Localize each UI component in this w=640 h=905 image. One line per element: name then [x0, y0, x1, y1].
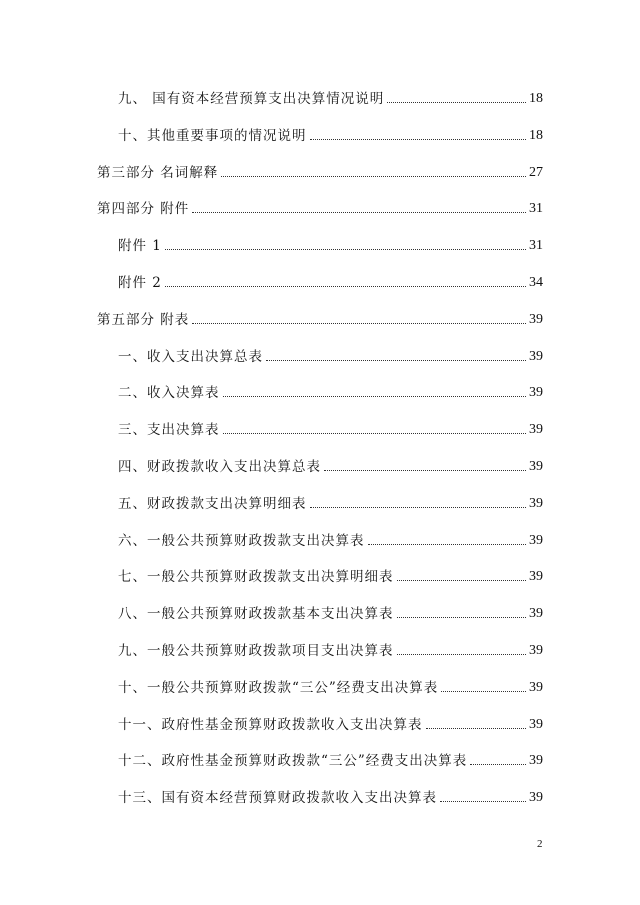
toc-dot-leader: [324, 470, 526, 471]
toc-entry-page: 39: [529, 790, 543, 806]
toc-entry[interactable]: [118, 675, 543, 697]
toc-entry[interactable]: [118, 123, 543, 145]
toc-entry-title: 三、支出决算表: [118, 422, 220, 439]
toc-entry[interactable]: [97, 196, 543, 218]
toc-entry-title: 四、财政拨款收入支出决算总表: [118, 459, 321, 475]
toc-entry-title: 十二、政府性基金预算财政拨款“三公”经费支出决算表: [118, 753, 468, 770]
toc-dot-leader: [165, 249, 526, 250]
toc-entry-title: 一、收入支出决算总表: [118, 348, 263, 365]
toc-dot-leader: [223, 396, 527, 397]
toc-entry-page: 39: [529, 606, 543, 622]
toc-dot-leader: [397, 617, 527, 618]
toc-entry-page: 31: [529, 238, 543, 254]
toc-entry[interactable]: [97, 160, 543, 182]
toc-entry[interactable]: [118, 233, 543, 255]
toc-entry[interactable]: [97, 307, 543, 329]
toc-entry[interactable]: [118, 86, 543, 108]
toc-entry[interactable]: [118, 454, 543, 476]
toc-entry-title: 十、其他重要事项的情况说明: [118, 127, 307, 144]
toc-entry-title: 十三、国有资本经营预算财政拨款收入支出决算表: [118, 790, 437, 807]
toc-entry-page: 39: [529, 385, 543, 401]
toc-entry-page: 39: [529, 679, 543, 695]
toc-entry-page: 39: [529, 643, 543, 658]
toc-entry-title: 十、一般公共预算财政拨款“三公”经费支出决算表: [118, 679, 439, 696]
toc-entry[interactable]: [118, 785, 543, 807]
toc-entry-page: 18: [529, 127, 543, 143]
toc-entry-title: 七、一般公共预算财政拨款支出决算明细表: [118, 569, 394, 586]
toc-entry[interactable]: [118, 491, 543, 513]
toc-entry-page: 18: [529, 91, 543, 106]
toc-dot-leader: [470, 764, 526, 765]
toc-dot-leader: [165, 286, 526, 287]
toc-dot-leader: [310, 507, 527, 508]
toc-dot-leader: [387, 102, 526, 103]
toc-dot-leader: [441, 691, 526, 692]
toc-entry-page: 39: [529, 459, 543, 474]
toc-dot-leader: [397, 580, 527, 581]
toc-dot-leader: [397, 654, 527, 655]
toc-entry[interactable]: [118, 638, 543, 660]
toc-dot-leader: [440, 801, 526, 802]
toc-entry[interactable]: [118, 417, 543, 439]
toc-entry[interactable]: [118, 564, 543, 586]
toc-entry[interactable]: [118, 380, 543, 402]
toc-entry-page: 39: [529, 532, 543, 548]
toc-dot-leader: [426, 728, 527, 729]
toc-entry[interactable]: [118, 712, 543, 734]
toc-dot-leader: [310, 139, 527, 140]
toc-entry[interactable]: [118, 528, 543, 550]
toc-entry-page: 39: [529, 569, 543, 585]
toc-entry-page: 39: [529, 311, 543, 327]
toc-entry-title: 第四部分 附件: [97, 201, 190, 218]
toc-dot-leader: [192, 212, 526, 213]
toc-entry[interactable]: [118, 270, 543, 292]
toc-entry-title: 第五部分 附表: [97, 311, 190, 328]
toc-entry-title: 八、一般公共预算财政拨款基本支出决算表: [118, 606, 394, 623]
toc-entry-page: 39: [529, 716, 543, 732]
toc-entry-title: 九、一般公共预算财政拨款项目支出决算表: [118, 643, 394, 659]
toc-entry-page: 27: [529, 164, 543, 180]
toc-entry-page: 39: [529, 495, 543, 511]
page-number: 2: [537, 838, 543, 850]
toc-dot-leader: [192, 323, 526, 324]
toc-entry-title: 五、财政拨款支出决算明细表: [118, 495, 307, 512]
toc-dot-leader: [266, 360, 526, 361]
toc-entry-page: 31: [529, 201, 543, 217]
toc-entry[interactable]: [118, 601, 543, 623]
toc-entry[interactable]: [118, 344, 543, 366]
toc-entry-title: 附件 2: [118, 275, 162, 291]
toc-entry-title: 九、 国有资本经营预算支出决算情况说明: [118, 91, 385, 107]
toc-entry[interactable]: [118, 748, 543, 770]
toc-dot-leader: [368, 544, 527, 545]
toc-entry-title: 附件 1: [118, 238, 162, 255]
toc-entry-page: 34: [529, 275, 543, 290]
toc-entry-page: 39: [529, 348, 543, 364]
toc-entry-title: 二、收入决算表: [118, 385, 220, 402]
toc-entry-page: 39: [529, 422, 543, 438]
toc-entry-page: 39: [529, 753, 543, 769]
toc-dot-leader: [223, 433, 527, 434]
toc-dot-leader: [221, 176, 526, 177]
toc-entry-title: 第三部分 名词解释: [97, 164, 219, 181]
toc-entry-title: 十一、政府性基金预算财政拨款收入支出决算表: [118, 716, 423, 733]
toc-entry-title: 六、一般公共预算财政拨款支出决算表: [118, 532, 365, 549]
